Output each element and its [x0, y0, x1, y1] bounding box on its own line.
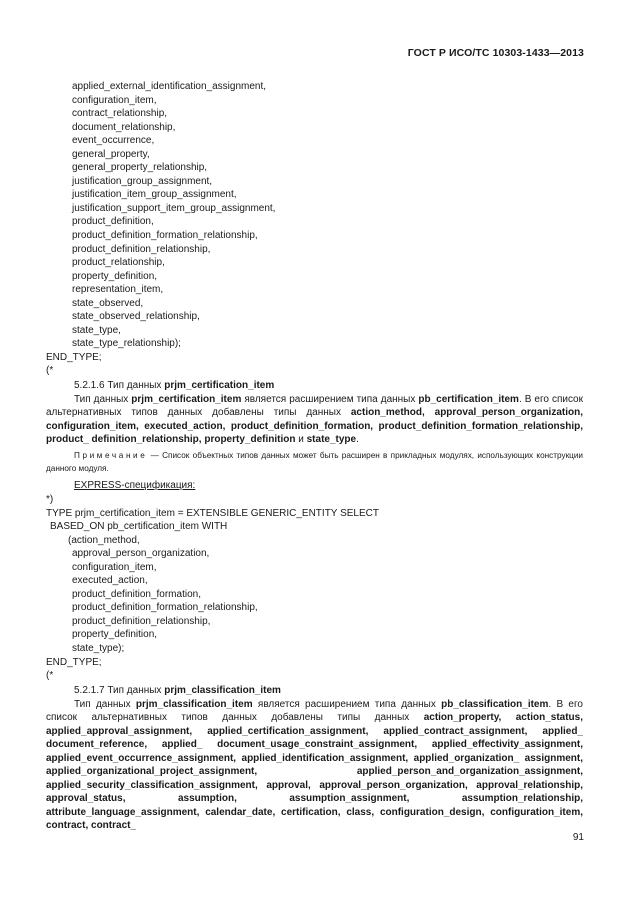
list-item: product_definition_formation, — [72, 588, 201, 600]
select-open: (action_method, — [68, 534, 140, 546]
section-paragraph: Тип данных prjm_certification_item является расширением типа данных pb_certification_item. В его список альтернативных типов данных добавлены типы данных action_method, approval_person_organization, configuration_item, executed_action, product_definition_formation, product_definition_formation_relationship, product_ definition_relationship, property_definition и state_type. — [46, 393, 583, 446]
section-5-2-1-7 — [46, 684, 583, 833]
list-item: configuration_item, — [72, 94, 157, 106]
comment-close: *) — [46, 494, 54, 505]
list-item: event_occurrence, — [72, 135, 155, 147]
list-item: property_definition, — [72, 270, 158, 282]
list-item: state_type); — [72, 643, 125, 655]
list-item: product_definition_relationship, — [72, 615, 211, 627]
list-item: property_definition, — [72, 629, 158, 641]
note-label: Примечание — [74, 451, 148, 460]
end-type: END_TYPE; — [46, 656, 102, 668]
comment-open: (* — [46, 365, 54, 377]
list-item: state_observed_relationship, — [72, 311, 200, 323]
page-number: 91 — [572, 832, 584, 843]
list-item: justification_support_item_group_assignment, — [72, 202, 276, 214]
list-item: approval_person_organization, — [72, 548, 210, 560]
list-item: justification_group_assignment, — [72, 175, 213, 187]
list-item: product_definition_relationship, — [72, 243, 211, 255]
list-item: state_type_relationship); — [72, 338, 181, 350]
list-item: executed_action, — [72, 575, 148, 587]
document-header: ГОСТ Р ИСО/ТС 10303-1433—2013 — [407, 47, 584, 59]
express-listing-516 — [46, 493, 583, 683]
list-item: product_definition_formation_relationship, — [72, 230, 258, 242]
note — [46, 450, 583, 475]
section-paragraph: Тип данных prjm_classification_item является расширением типа данных pb_classification_item. В его список альтернативных типов данных добавлены типы данных action_property, action_status, applied_approval_assignment, applied_certification_assignment, applied_contract_assignment, applied_ document_reference, applied_ document_usage_constraint_assignment, applied_effectivity_assignment, applied_event_occurrence_assignment, applied_identification_assignment, applied_organization_ assignment, applied_organizational_project_assignment, applied_person_and_organization_assignment, applied_security_classification_assignment, approval, approval_person_organization, approval_relationship, approval_status, assumption, assumption_assignment, assumption_relationship, attribute_language_assignment, calendar_date, certification, class, configuration_design, configuration_item, contract, contract_ — [46, 698, 583, 832]
list-item: state_observed, — [72, 297, 144, 309]
note-text: — Список объектных типов данных может быть расширен в прикладных модулях, использующих конструкции данного модуля. — [46, 451, 583, 473]
section-heading: 5.2.1.7 Тип данных prjm_classification_item — [74, 685, 281, 696]
express-label-block — [46, 479, 583, 493]
list-item: configuration_item, — [72, 561, 157, 573]
list-item: applied_external_identification_assignment, — [72, 81, 267, 92]
list-item: product_definition_formation_relationship, — [72, 602, 258, 614]
list-item: general_property, — [72, 148, 150, 160]
list-item: product_definition, — [72, 216, 154, 228]
list-item: state_type, — [72, 324, 121, 336]
type-declaration: TYPE prjm_certification_item = EXTENSIBLE GENERIC_ENTITY SELECT — [46, 507, 379, 519]
list-item: product_relationship, — [72, 257, 165, 269]
list-item: general_property_relationship, — [72, 162, 208, 174]
list-item: justification_item_group_assignment, — [72, 189, 237, 201]
comment-open: (* — [46, 670, 54, 682]
express-spec-label: EXPRESS-спецификация: — [74, 480, 196, 491]
list-item: representation_item, — [72, 284, 164, 296]
express-listing-continuation — [46, 80, 583, 378]
section-5-2-1-6 — [46, 379, 583, 447]
list-item: document_relationship, — [72, 121, 176, 133]
section-heading: 5.2.1.6 Тип данных prjm_certification_item — [74, 380, 275, 391]
end-type: END_TYPE; — [46, 351, 102, 363]
based-on: BASED_ON pb_certification_item WITH — [50, 521, 228, 533]
list-item: contract_relationship, — [72, 108, 168, 120]
